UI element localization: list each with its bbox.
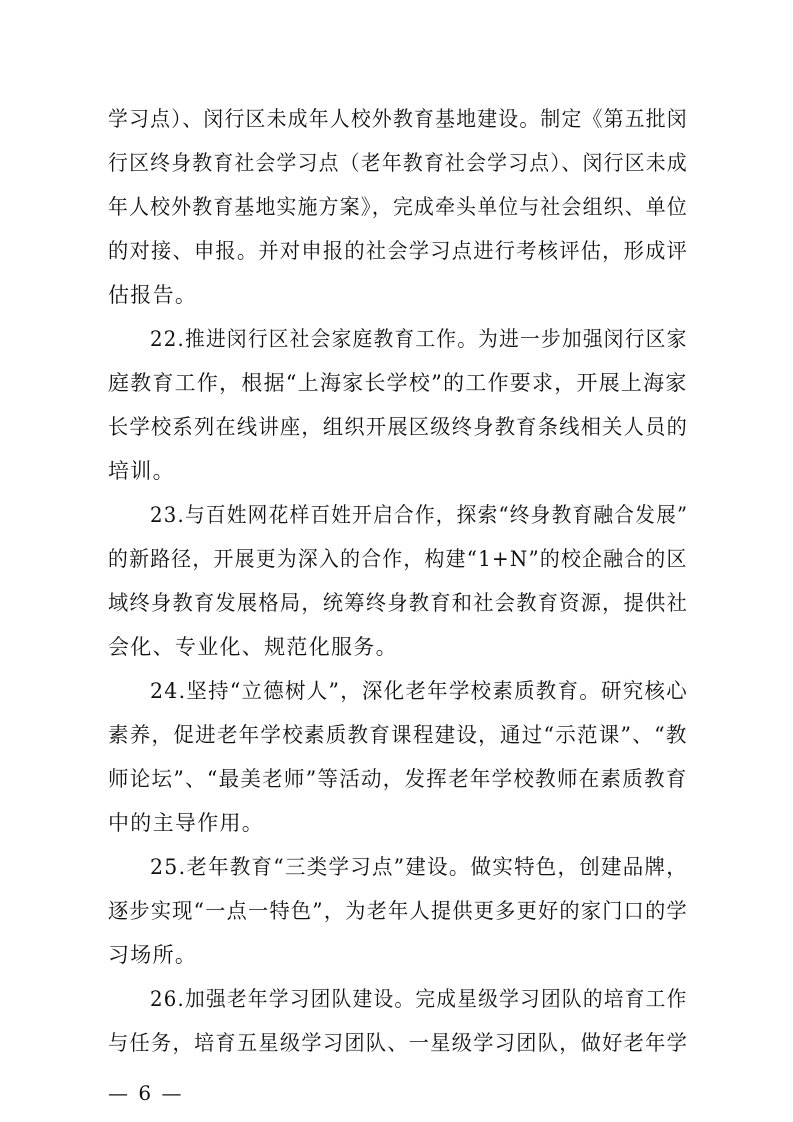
text-line: 与任务，培育五星级学习团队、一星级学习团队，做好老年学: [108, 1031, 689, 1055]
text-line: 的新路径，开展更为深入的合作，构建“1+N”的校企融合的区: [108, 547, 688, 571]
text-line: 域终身教育发展格局，统筹终身教育和社会教育资源，提供社: [108, 591, 689, 615]
paragraph-23-start: 23.与百姓网花样百姓开启合作，探索“终身教育融合发展”: [150, 503, 689, 527]
text-line: 素养，促进老年学校素质教育课程建设，通过“示范课”、“教: [108, 723, 688, 747]
text-line: 行区终身教育社会学习点（老年教育社会学习点）、闵行区未成: [108, 151, 688, 175]
text-line: 培训。: [108, 459, 175, 483]
paragraph-22-start: 22.推进闵行区社会家庭教育工作。为进一步加强闵行区家: [150, 327, 688, 351]
text-line: 会化、专业化、规范化服务。: [108, 635, 398, 659]
text-line: 中的主导作用。: [108, 811, 265, 835]
paragraph-25-start: 25.老年教育“三类学习点”建设。做实特色，创建品牌，: [150, 855, 688, 879]
paragraph-24-start: 24.坚持“立德树人”，深化老年学校素质教育。研究核心: [150, 679, 688, 703]
text-line: 长学校系列在线讲座，组织开展区级终身教育条线相关人员的: [108, 415, 689, 439]
paragraph-26-start: 26.加强老年学习团队建设。完成星级学习团队的培育工作: [150, 987, 688, 1011]
text-line: 逐步实现“一点一特色”，为老年人提供更多更好的家门口的学: [108, 899, 688, 923]
text-line: 师论坛”、“最美老师”等活动，发挥老年学校教师在素质教育: [108, 767, 688, 791]
page-number: — 6 —: [108, 1081, 184, 1105]
text-line: 年人校外教育基地实施方案》，完成牵头单位与社会组织、单位: [108, 195, 688, 219]
text-line: 的对接、申报。并对申报的社会学习点进行考核评估，形成评: [108, 239, 689, 263]
text-line: 学习点）、闵行区未成年人校外教育基地建设。制定《第五批闵: [108, 107, 688, 131]
text-line: 庭教育工作，根据“上海家长学校”的工作要求，开展上海家: [108, 371, 688, 395]
text-line: 估报告。: [108, 283, 198, 307]
text-line: 习场所。: [108, 943, 198, 967]
